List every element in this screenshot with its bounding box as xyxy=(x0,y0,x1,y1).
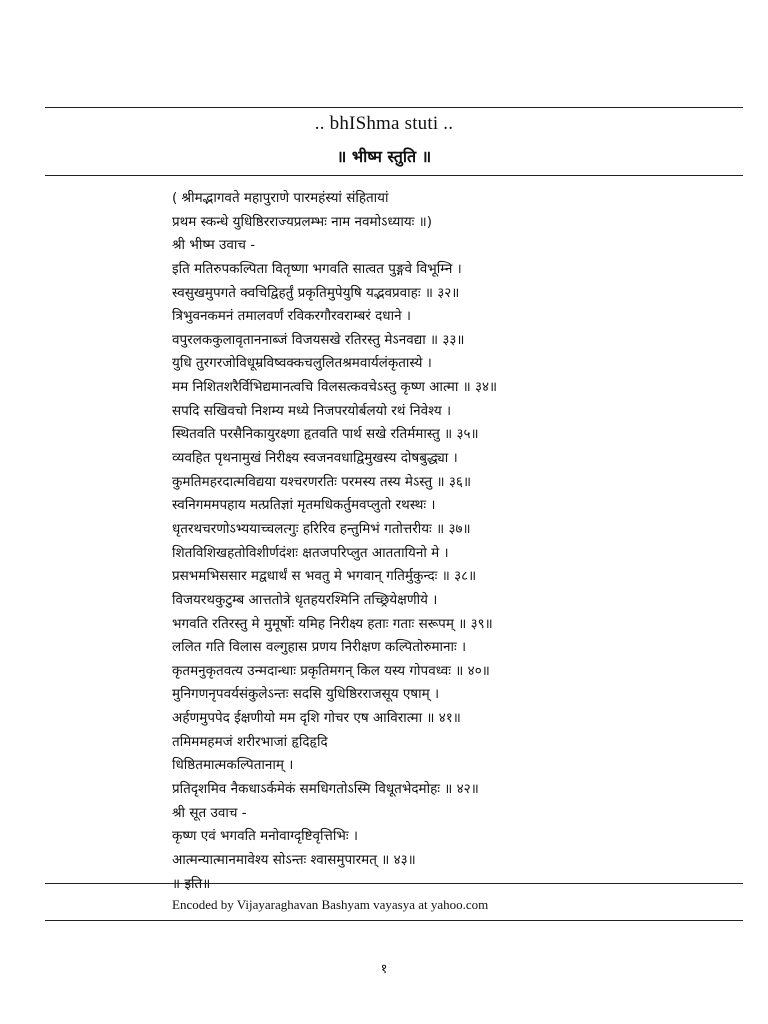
verse-line: शितविशिखहतोविशीर्णदंशः क्षतजपरिप्लुत आततायिनो मे । xyxy=(172,544,449,561)
verse-line: ॥ इति॥ xyxy=(172,875,211,892)
verse-line: वपुरलककुलावृताननाब्जं विजयसखे रतिरस्तु मेऽनवद्या ॥ ३३॥ xyxy=(172,331,465,348)
verse-line: स्वसुखमुपगते क्वचिद्विहर्तुं प्रकृतिमुपेयुषि यद्भवप्रवाहः ॥ ३२॥ xyxy=(172,284,460,301)
verse-line: मम निशितशरैर्विभिद्यमानत्वचि विलसत्कवचेऽस्तु कृष्ण आत्मा ॥ ३४॥ xyxy=(172,379,498,396)
verse-line: स्थितवति परसैनिकायुरक्ष्णा हृतवति पार्थ सखे रतिर्ममास्तु ॥ ३५॥ xyxy=(172,426,479,443)
verse-line: धिष्ठितमात्मकल्पितानाम् । xyxy=(172,757,294,774)
verse-line: तमिममहमजं शरीरभाजां हृदिहृदि xyxy=(172,733,328,750)
verse-line: श्री भीष्म उवाच - xyxy=(172,237,256,254)
verse-line: युधि तुरगरजोविधूम्रविष्वक्कचलुलितश्रमवार्यलंकृतास्ये । xyxy=(172,355,432,372)
verse-line: प्रतिदृशमिव नैकधाऽर्कमेकं समधिगतोऽस्मि विधूतभेदमोहः ॥ ४२॥ xyxy=(172,781,479,798)
verse-line: अर्हणमुपपेद ईक्षणीयो मम दृशि गोचर एष आविरात्मा ॥ ४१॥ xyxy=(172,710,461,727)
verse-line: प्रसभमभिससार मद्वधार्थं स भवतु मे भगवान् गतिर्मुकुन्दः ॥ ३८॥ xyxy=(172,568,477,585)
verse-line: सपदि सखिवचो निशम्य मध्ये निजपरयोर्बलयो रथं निवेश्य । xyxy=(172,402,452,419)
verse-line: कुमतिमहरदात्मविद्यया यश्चरणरतिः परमस्य तस्य मेऽस्तु ॥ ३६॥ xyxy=(172,473,472,490)
verse-line: आत्मन्यात्मानमावेश्य सोऽन्तः श्वासमुपारमत् ॥ ४३॥ xyxy=(172,851,416,868)
verse-line: मुनिगणनृपवर्यसंकुलेऽन्तः सदसि युधिष्ठिरराजसूय एषाम् । xyxy=(172,686,440,703)
verse-line: कृतमनुकृतवत्य उन्मदान्धाः प्रकृतिमगन् किल यस्य गोपवध्वः ॥ ४०॥ xyxy=(172,662,490,679)
verse-line: त्रिभुवनकमनं तमालवर्णं रविकरगौरवराम्बरं दधाने । xyxy=(172,308,411,325)
verse-line: विजयरथकुटुम्ब आत्ततोत्रे धृतहयरश्मिनि तच्छ्रियेक्षणीये । xyxy=(172,591,438,608)
footer-credit: Encoded by Vijayaraghavan Bashyam vayasya at yahoo.com xyxy=(172,897,489,912)
verse-line: श्री सूत उवाच - xyxy=(172,804,247,821)
verse-line: ललित गति विलास वल्गुहास प्रणय निरीक्षण कल्पितोरुमानाः । xyxy=(172,639,467,656)
title-rule xyxy=(45,175,743,176)
title-latin: .. bhIShma stuti .. xyxy=(314,113,454,134)
verse-line: प्रथम स्कन्धे युधिष्ठिरराज्यप्रलम्भः नाम नवमोऽध्यायः ॥) xyxy=(172,213,433,230)
footer-top-rule xyxy=(45,883,743,884)
verse-line: धृतरथचरणोऽभ्ययाच्चलत्गुः हरिरिव हन्तुमिभं गतोत्तरीयः ॥ ३७॥ xyxy=(172,520,471,537)
verse-line: व्यवहित पृथनामुखं निरीक्ष्य स्वजनवधाद्विमुखस्य दोषबुद्ध्या । xyxy=(172,450,458,467)
verse-list xyxy=(172,187,743,896)
verse-line: ( श्रीमद्भागवते महापुराणे पारमहंस्यां संहितायां xyxy=(172,190,389,206)
top-rule xyxy=(45,107,743,108)
verse-line: स्वनिगममपहाय मत्प्रतिज्ञां मृतमधिकर्तुमवप्लुतो रथस्थः । xyxy=(172,497,436,514)
verse-line: इति मतिरुपकल्पिता वितृष्णा भगवति सात्वत पुङ्गवे विभूम्नि । xyxy=(172,260,462,277)
title-devanagari: ॥ भीष्म स्तुति ॥ xyxy=(336,147,432,166)
page-number: १ xyxy=(380,962,388,977)
verse-line: कृष्ण एवं भगवति मनोवाग्दृष्टिवृत्तिभिः । xyxy=(172,828,358,845)
verse-line: भगवति रतिरस्तु मे मुमूर्षोः यमिह निरीक्ष्य हताः गताः सरूपम् ॥ ३९॥ xyxy=(172,615,493,632)
footer-bottom-rule xyxy=(45,920,743,921)
